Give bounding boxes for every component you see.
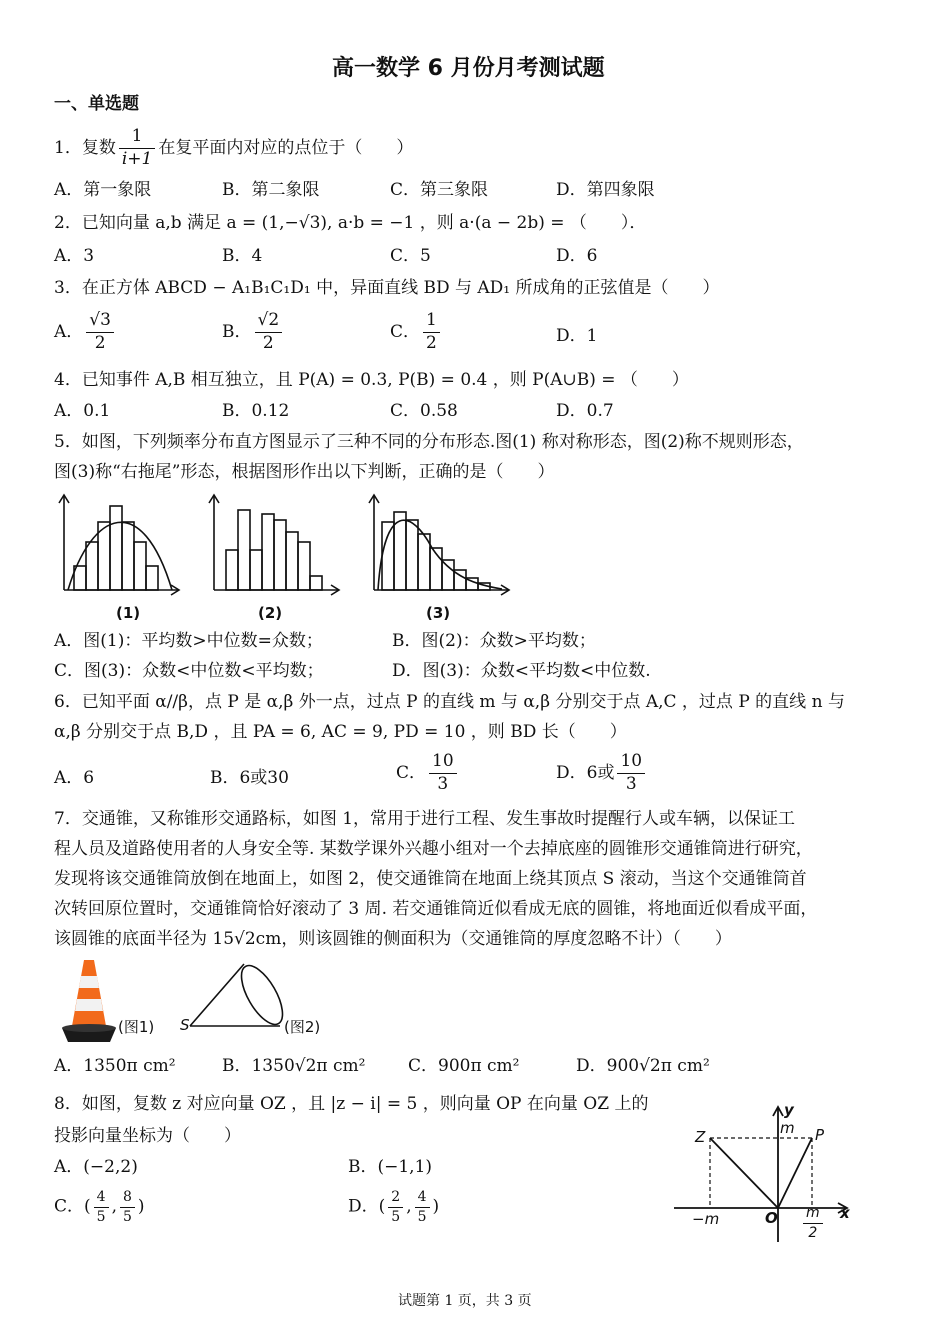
q1-fraction <box>119 128 156 169</box>
q8-c-num1: 4 <box>94 1190 109 1208</box>
q7-option-a[interactable]: A．1350π cm² <box>54 1056 176 1076</box>
q7-option-d[interactable]: D．900√2π cm² <box>576 1056 710 1076</box>
q6-option-b[interactable]: B．6或30 <box>210 768 289 788</box>
q1-prefix: 1．复数 <box>54 137 116 158</box>
page-footer: 试题第 1 页，共 3 页 <box>398 1293 532 1309</box>
q8-d-num1: 2 <box>388 1190 403 1208</box>
q3-c-den: 2 <box>426 332 437 353</box>
rolling-cone-diagram <box>178 958 288 1034</box>
half-m-fraction <box>803 1206 823 1240</box>
q3-a-label: A． <box>54 321 84 342</box>
q8-d-label: D． <box>348 1196 379 1217</box>
q8-d-den1: 5 <box>391 1208 401 1225</box>
question-5-line1: 5．如图，下列频率分布直方图显示了三种不同的分布形态.图(1) 称对称形态，图(2)称不规则形态， <box>54 432 804 452</box>
q7-option-b[interactable]: B．1350√2π cm² <box>222 1056 366 1076</box>
vector-coordinate-diagram <box>660 1100 860 1246</box>
q3-c-fraction <box>423 312 440 353</box>
neg-m-label: −m <box>692 1210 720 1228</box>
question-7-line3: 发现将该交通锥筒放倒在地面上，如图 2，使交通锥筒在地面上绕其顶点 S 滚动，当这个交通锥筒首 <box>54 869 807 889</box>
question-7-line5: 该圆锥的底面半径为 15√2cm，则该圆锥的侧面积为（交通锥筒的厚度忽略不计）（ ） <box>54 929 732 949</box>
q5-option-c[interactable]: C．图(3)：众数<中位数<平均数； <box>54 661 324 681</box>
question-7-line2: 程人员及道路使用者的人身安全等. 某数学课外兴趣小组对一个去掉底座的圆锥形交通锥筒进行研究， <box>54 839 813 859</box>
q2-option-d[interactable]: D．6 <box>556 246 598 266</box>
q6-d-den: 3 <box>625 773 637 794</box>
half-m-den: 2 <box>808 1224 818 1241</box>
q8-c-num2: 8 <box>120 1190 135 1208</box>
q1-option-b[interactable]: B．第二象限 <box>222 180 320 200</box>
q3-option-d[interactable]: D．1 <box>556 326 598 346</box>
point-z-label: Z <box>695 1128 706 1146</box>
point-p-label: P <box>815 1126 825 1144</box>
question-4: 4．已知事件 A,B 相互独立，且 P(A) = 0.3, P(B) = 0.4 ，则 P(A∪B) = （ ） <box>54 370 689 390</box>
figure-1-label: (图1) <box>118 1018 155 1036</box>
q3-b-label: B． <box>222 321 252 342</box>
figure-2-label: (图2) <box>284 1018 321 1036</box>
question-3: 3．在正方体 ABCD − A₁B₁C₁D₁ 中，异面直线 BD 与 AD₁ 所成角的正弦值是（ ） <box>54 278 720 298</box>
q5-option-a[interactable]: A．图(1)：平均数>中位数=众数； <box>54 631 323 651</box>
q6-d-num: 10 <box>617 753 645 774</box>
q3-b-den: 2 <box>262 332 274 353</box>
q8-c-den2: 5 <box>122 1208 132 1225</box>
figure-3-caption: (3) <box>426 604 451 622</box>
cone-vertex-s: S <box>180 1016 190 1034</box>
q3-option-a[interactable] <box>54 312 117 353</box>
q1-option-c[interactable]: C．第三象限 <box>390 180 489 200</box>
q5-option-d[interactable]: D．图(3)：众数<平均数<中位数. <box>392 661 651 681</box>
q4-option-c[interactable]: C．0.58 <box>390 401 458 421</box>
q2-option-a[interactable]: A．3 <box>54 246 95 266</box>
q4-option-b[interactable]: B．0.12 <box>222 401 290 421</box>
q6-d-label: D．6或 <box>556 762 615 783</box>
q1-option-a[interactable]: A．第一象限 <box>54 180 152 200</box>
q3-option-b[interactable] <box>222 312 285 353</box>
q8-d-den2: 5 <box>417 1208 427 1225</box>
question-6-line1: 6．已知平面 α//β，点 P 是 α,β 外一点，过点 P 的直线 m 与 α,β 分别交于点 A,C ，过点 P 的直线 n 与 <box>54 692 845 712</box>
q1-option-d[interactable]: D．第四象限 <box>556 180 655 200</box>
q8-d-frac2 <box>415 1190 430 1224</box>
q1-frac-num: 1 <box>119 128 156 149</box>
q8-option-c[interactable]: C．( $\frac{4}{5}$ , $\frac{8}{5}$ ) <box>54 1189 145 1225</box>
m-label: m <box>780 1119 795 1137</box>
q8-c-label: C． <box>54 1196 85 1217</box>
q5-option-b[interactable]: B．图(2)：众数>平均数； <box>392 631 596 651</box>
q3-c-num: 1 <box>423 312 440 333</box>
q6-c-num: 10 <box>429 753 457 774</box>
q3-b-num: √2 <box>255 312 283 333</box>
q6-c-fraction <box>429 753 457 794</box>
question-7-line4: 次转回原位置时，交通锥筒恰好滚动了 3 周. 若交通锥筒近似看成无底的圆锥，将地面近似看成平面， <box>54 899 818 919</box>
q3-a-fraction <box>86 312 114 353</box>
figure-2-caption: (2) <box>258 604 283 622</box>
q4-option-a[interactable]: A．0.1 <box>54 401 111 421</box>
q3-b-fraction <box>255 312 283 353</box>
histogram-figure-3 <box>362 490 512 602</box>
q8-option-b[interactable]: B．(−1,1) <box>348 1157 433 1177</box>
q2-option-b[interactable]: B．4 <box>222 246 263 266</box>
y-axis-label: y <box>784 1101 794 1119</box>
q4-option-d[interactable]: D．0.7 <box>556 401 614 421</box>
question-6-line2: α,β 分别交于点 B,D ，且 PA = 6, AC = 9, PD = 10 ，则 BD 长（ ） <box>54 722 627 742</box>
q8-c-frac1 <box>94 1190 109 1224</box>
q3-a-den: 2 <box>94 332 106 353</box>
q1-frac-den: i+1 <box>121 148 153 169</box>
histogram-figure-1 <box>52 490 182 602</box>
x-axis-label: x <box>840 1204 850 1222</box>
question-8-line2: 投影向量坐标为（ ） <box>54 1126 241 1146</box>
question-7-line1: 7．交通锥，又称锥形交通路标，如图 1，常用于进行工程、发生事故时提醒行人或车辆，以保证工 <box>54 809 796 829</box>
q8-option-d[interactable]: D．( $\frac{2}{5}$ , $\frac{4}{5}$ ) <box>348 1189 440 1225</box>
q8-c-frac2 <box>120 1190 135 1224</box>
q7-option-c[interactable]: C．900π cm² <box>408 1056 520 1076</box>
question-5-line2: 图(3)称“右拖尾”形态，根据图形作出以下判断，正确的是（ ） <box>54 462 555 482</box>
q8-c-den1: 5 <box>96 1208 106 1225</box>
q1-suffix: 在复平面内对应的点位于（ ） <box>158 137 414 158</box>
q2-option-c[interactable]: C．5 <box>390 246 431 266</box>
q6-c-label: C． <box>396 762 427 783</box>
q3-option-c[interactable] <box>390 312 443 353</box>
origin-label: O <box>765 1209 778 1227</box>
q3-c-label: C． <box>390 321 421 342</box>
question-2: 2．已知向量 a,b 满足 a = (1,−√3), a·b = −1 ，则 a·(a − 2b) = （ ）． <box>54 213 647 233</box>
page-title: 高一数学 6 月份月考测试题 <box>332 56 605 81</box>
q8-d-num2: 4 <box>415 1190 430 1208</box>
q6-c-den: 3 <box>437 773 449 794</box>
q6-d-fraction <box>617 753 645 794</box>
question-8-line1: 8．如图，复数 z 对应向量 OZ ，且 |z − i| = 5 ，则向量 OP 在向量 OZ 上的 <box>54 1094 649 1114</box>
half-m-label <box>800 1206 826 1240</box>
q6-option-a[interactable]: A．6 <box>54 768 95 788</box>
histogram-figure-2 <box>202 490 342 602</box>
traffic-cone-image <box>60 956 118 1044</box>
question-1 <box>54 128 413 169</box>
q6-option-d[interactable] <box>556 753 648 794</box>
q6-option-c[interactable] <box>396 753 460 794</box>
half-m-num: m <box>803 1206 823 1224</box>
q8-d-frac1 <box>388 1190 403 1224</box>
section-heading: 一、单选题 <box>54 94 139 114</box>
q3-a-num: √3 <box>86 312 114 333</box>
figure-1-caption: (1) <box>116 604 141 622</box>
q8-option-a[interactable]: A．(−2,2) <box>54 1157 138 1177</box>
